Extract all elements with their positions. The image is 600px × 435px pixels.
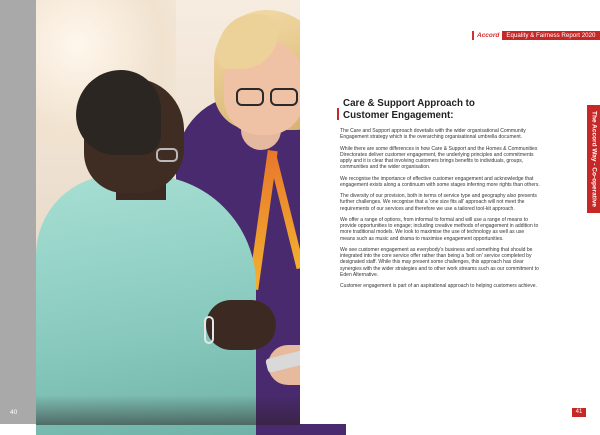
paragraph: We offer a range of options, from informal to formal and will use a range of means to provide opportunities to engage; including creative methods of engagement in addition to more traditional models. We look to maximise the use of technology as well as use means such as music and drama to maximise engagement opportunities. [340, 216, 539, 242]
paragraph: We recognise the importance of effective customer engagement and acknowledge that engagement exists along a continuum with some stages inferring more rights than others. [340, 175, 540, 188]
resident-hand [206, 300, 276, 350]
report-header [472, 31, 600, 40]
bracelet [204, 316, 214, 344]
paragraph: The diversity of our provision, both in terms of service type and geography also presents further challenges. We recognise that a 'one size fits all' approach will not meet the requirements of our services and therefore we use a tailored tool-kit approach. [340, 193, 537, 212]
section-tab [587, 105, 600, 213]
heading-line-2: Customer Engagement: [343, 109, 454, 121]
page-number-right: 41 [572, 408, 586, 417]
care-photo [36, 0, 300, 424]
paragraph: The Care and Support approach dovetails with the wider organisational Community Engagement strategy which is the overarching organisational umbrella document. [340, 128, 526, 141]
page-number-left: 40 [10, 409, 18, 416]
left-page [0, 0, 300, 424]
report-title: Equality & Fairness Report 2020 [502, 31, 599, 40]
right-page [300, 0, 600, 424]
article-heading [340, 98, 540, 121]
resident-hair [76, 70, 161, 155]
heading-line-1: Care & Support Approach to [343, 98, 475, 109]
section-tab-label: The Accord Way - Co-operative [590, 111, 597, 207]
carer-glasses [236, 88, 300, 108]
paragraph: Customer engagement is part of an aspirational approach to helping customers achieve. [340, 283, 537, 290]
photo-shadow [36, 395, 300, 425]
paragraph: We see customer engagement as everybody's business and something that should be integrated into the core service offer rather than being a 'bolt on' service completed by designated staff. While this may present some challenges, this approach has clear synergies with the wider strategies and to other work streams such as our commitment to Eden Alternative. [340, 246, 539, 278]
resident-glasses [156, 148, 178, 162]
page-margin-strip [0, 0, 36, 424]
article-body [340, 98, 540, 295]
brand-name: Accord [472, 31, 502, 40]
paragraph: While there are some differences in how Care & Support and the Homes & Communities Directorates deliver customer engagement, the underlying principles and commitments apply and it is clear that involving customers brings benefits to individuals, groups, communities and the wider organisation. [340, 145, 538, 171]
